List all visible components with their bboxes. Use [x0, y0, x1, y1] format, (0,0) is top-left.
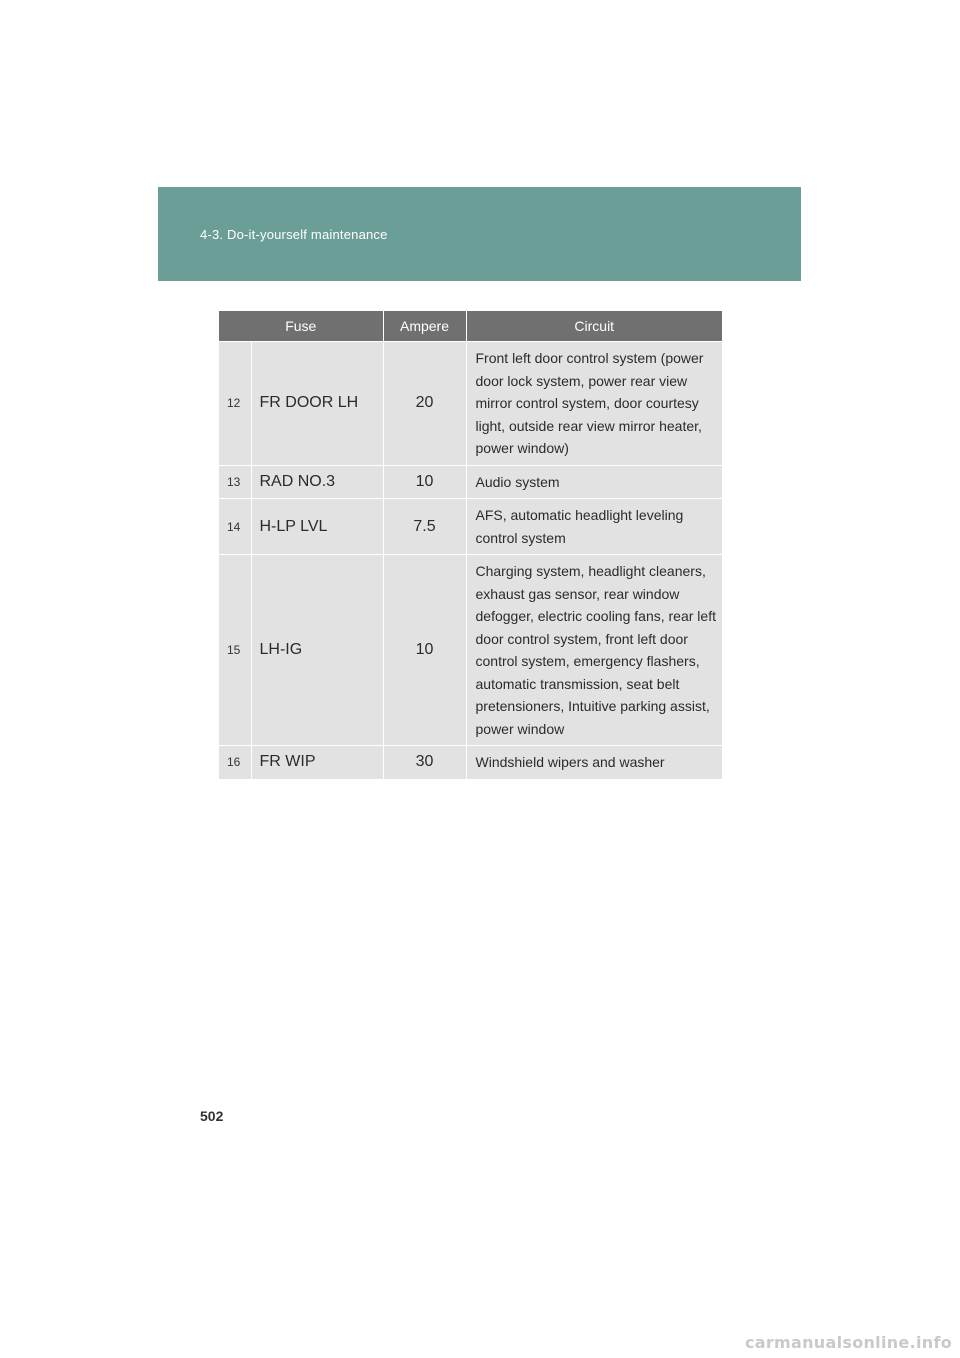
fuse-number: 15	[219, 555, 251, 746]
table-row	[219, 499, 722, 555]
fuse-circuit: Front left door control system (power door lock system, power rear view mirror control system, door courtesy light, outside rear view mirror heater, power window)	[466, 342, 722, 466]
fuse-name: H-LP LVL	[251, 499, 383, 555]
fuse-number: 13	[219, 465, 251, 499]
fuse-circuit: AFS, automatic headlight leveling control system	[466, 499, 722, 555]
fuse-name: RAD NO.3	[251, 465, 383, 499]
column-header-ampere: Ampere	[383, 311, 466, 342]
fuse-name: FR WIP	[251, 746, 383, 780]
fuse-circuit: Windshield wipers and washer	[466, 746, 722, 780]
fuse-number: 14	[219, 499, 251, 555]
watermark-link[interactable]: carmanualsonline.info	[744, 1333, 952, 1352]
fuse-ampere: 10	[383, 465, 466, 499]
fuse-name: FR DOOR LH	[251, 342, 383, 466]
column-header-circuit: Circuit	[466, 311, 722, 342]
section-header-band	[158, 187, 801, 281]
table-row	[219, 555, 722, 746]
fuse-circuit: Audio system	[466, 465, 722, 499]
table-row	[219, 465, 722, 499]
table-row	[219, 746, 722, 780]
page-number: 502	[200, 1108, 224, 1124]
fuse-ampere: 10	[383, 555, 466, 746]
fuse-table	[219, 311, 722, 780]
fuse-number: 12	[219, 342, 251, 466]
table-row	[219, 342, 722, 466]
fuse-ampere: 7.5	[383, 499, 466, 555]
fuse-ampere: 30	[383, 746, 466, 780]
table-header-row	[219, 311, 722, 342]
fuse-name: LH-IG	[251, 555, 383, 746]
fuse-ampere: 20	[383, 342, 466, 466]
column-header-fuse: Fuse	[219, 311, 383, 342]
fuse-number: 16	[219, 746, 251, 780]
fuse-circuit: Charging system, headlight cleaners, exhaust gas sensor, rear window defogger, electric cooling fans, rear left door control system, front left door control system, emergency flashers, automatic transmission, seat belt pretensioners, Intuitive parking assist, power window	[466, 555, 722, 746]
section-title: 4-3. Do-it-yourself maintenance	[200, 227, 388, 242]
